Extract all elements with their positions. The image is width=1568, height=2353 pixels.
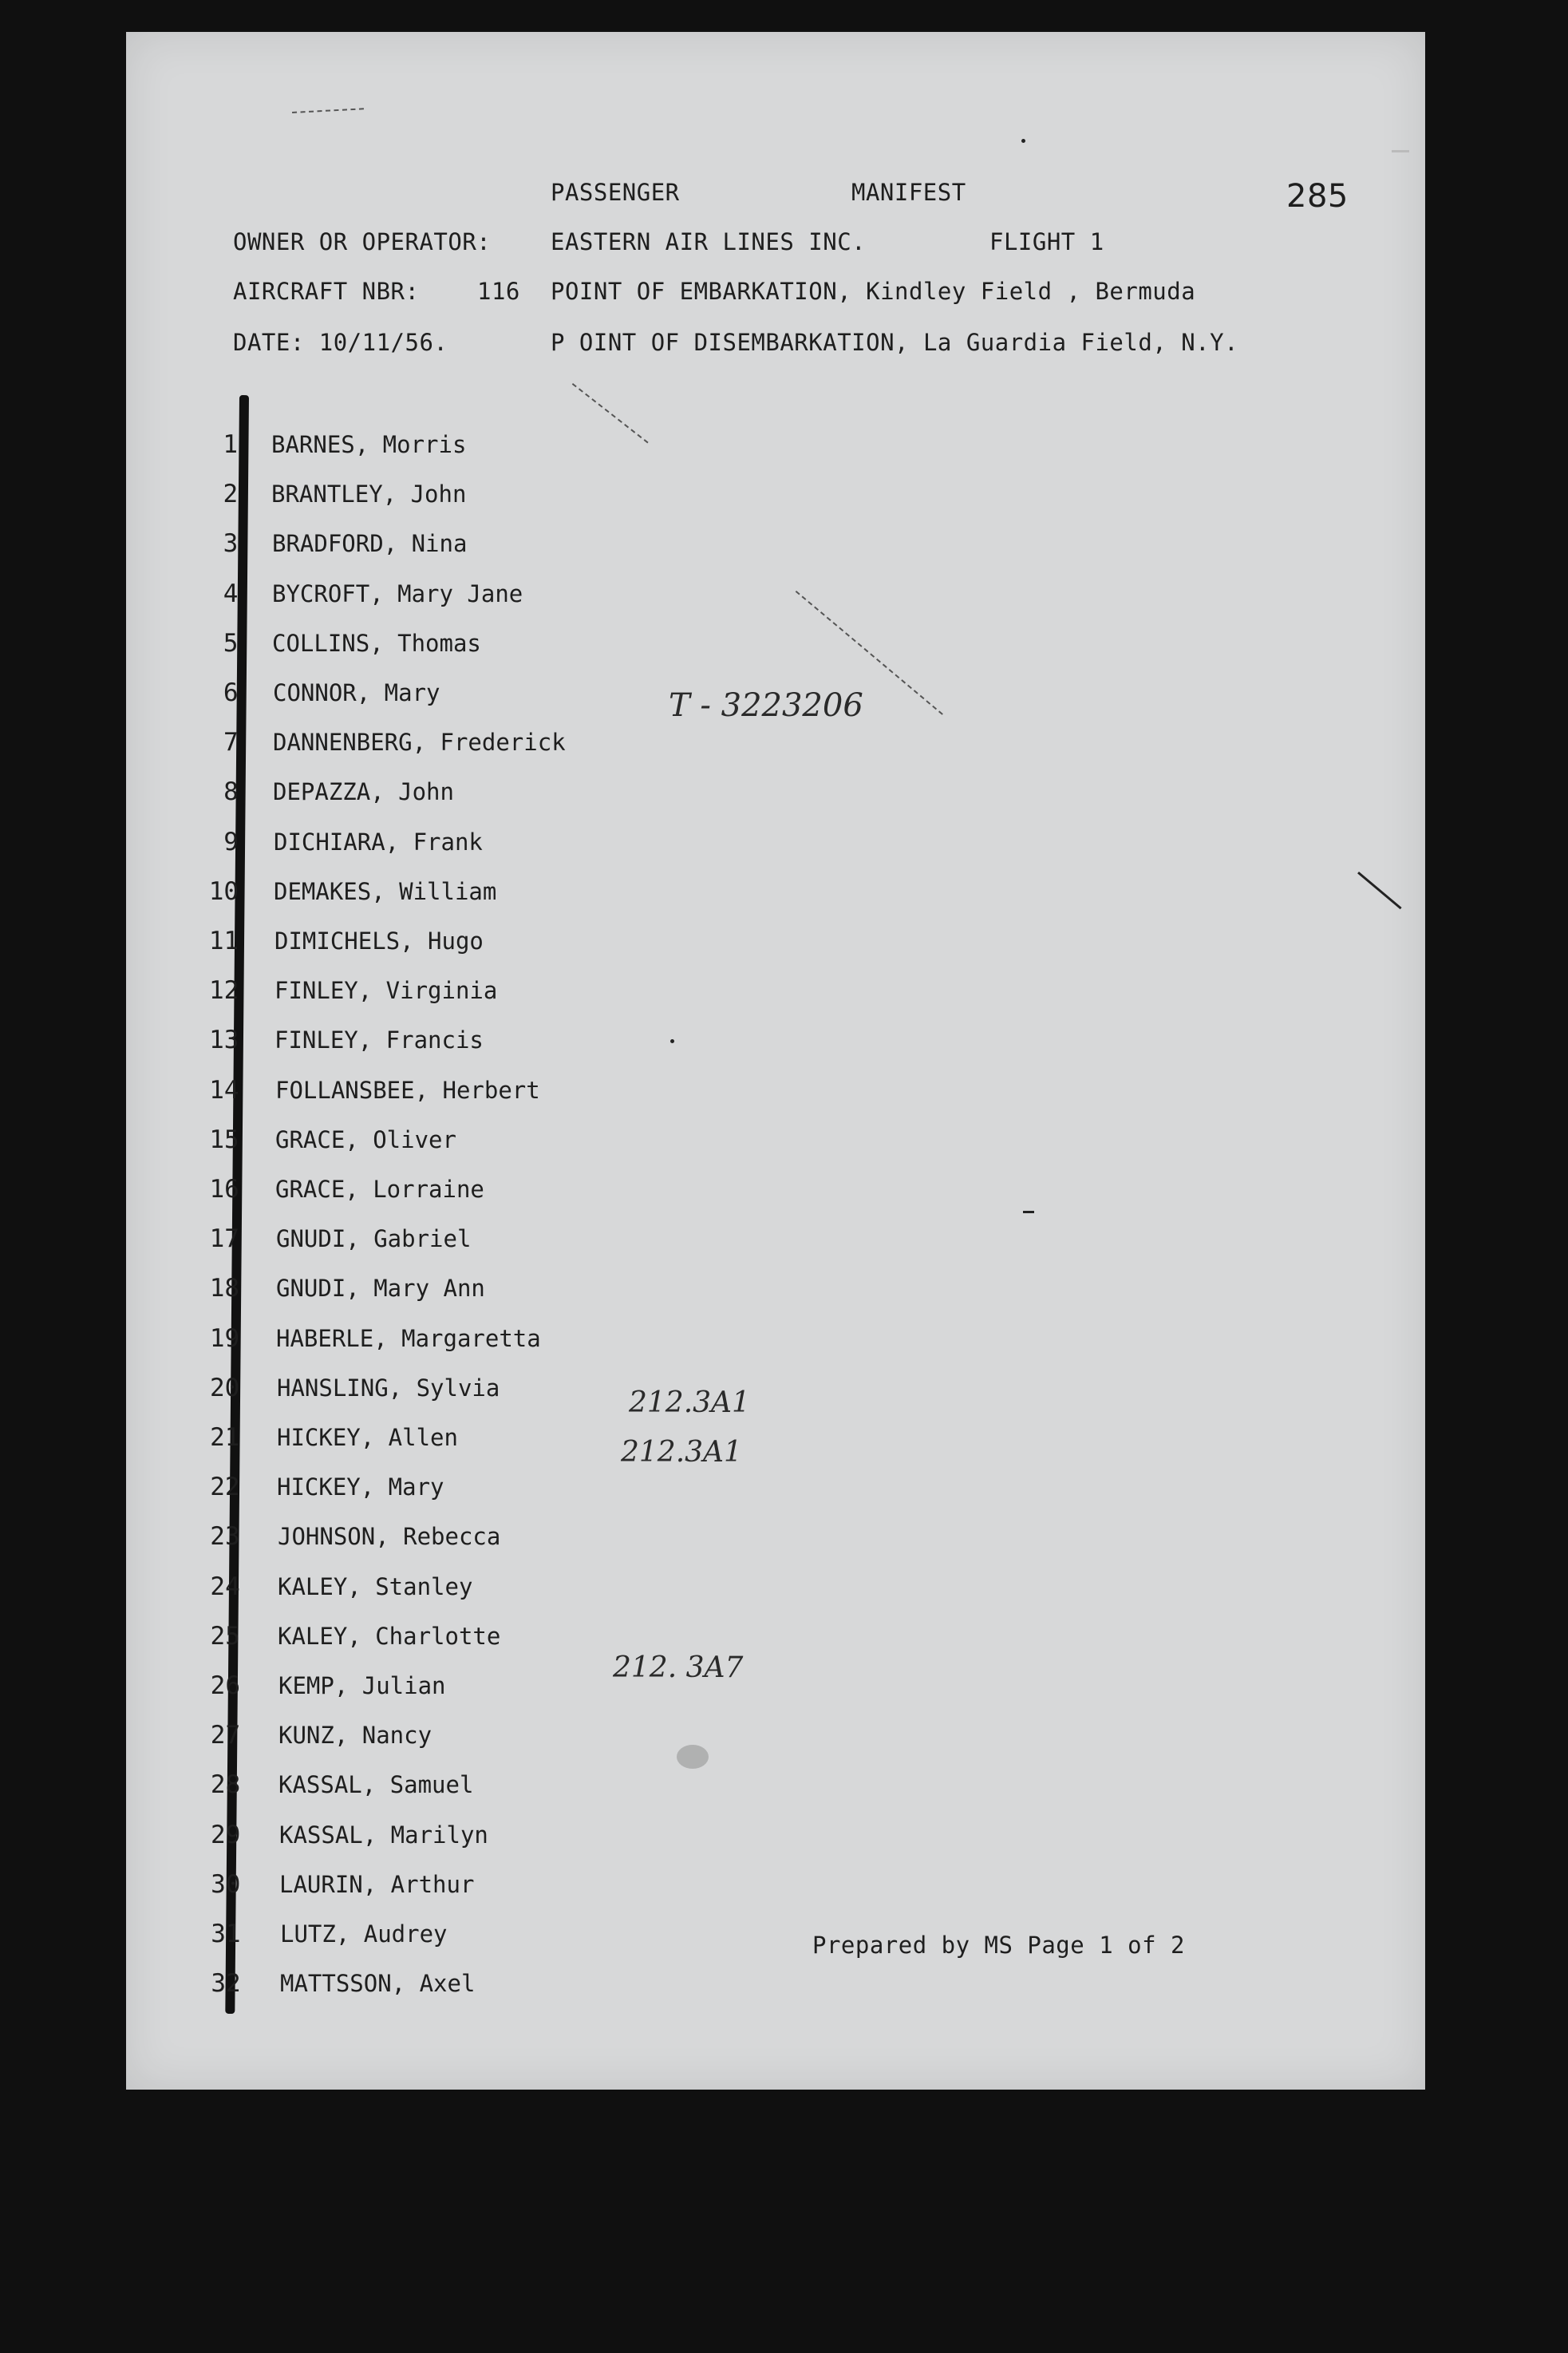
row-number: 28 <box>210 1770 241 1799</box>
passenger-name: JOHNSON, Rebecca <box>278 1523 501 1550</box>
row-number: 17 <box>209 1224 239 1253</box>
row-number: 2 <box>223 480 239 508</box>
row-number: 22 <box>210 1473 240 1501</box>
handwritten-note-hickey-mary: 212.3A1 <box>621 1436 742 1469</box>
row-number: 3 <box>223 529 239 558</box>
passenger-name: DEMAKES, William <box>274 878 497 905</box>
row-number: 12 <box>208 976 239 1005</box>
row-number: 16 <box>209 1175 239 1204</box>
row-number: 25 <box>210 1622 240 1651</box>
passenger-name: KASSAL, Marilyn <box>279 1821 488 1849</box>
passenger-name: HANSLING, Sylvia <box>277 1374 500 1402</box>
handwritten-note-kemp: 212. 3A7 <box>613 1651 744 1684</box>
passenger-name: GNUDI, Mary Ann <box>276 1275 485 1302</box>
passenger-name: COLLINS, Thomas <box>272 630 481 657</box>
passenger-name: KEMP, Julian <box>278 1672 446 1699</box>
passenger-name: HABERLE, Margaretta <box>276 1325 541 1352</box>
row-number: 32 <box>211 1969 241 1998</box>
point-of-embarkation: POINT OF EMBARKATION, Kindley Field , Bermuda <box>551 278 1196 305</box>
owner-value: EASTERN AIR LINES INC. <box>551 228 867 255</box>
passenger-name: GRACE, Oliver <box>275 1126 456 1153</box>
row-number: 30 <box>211 1870 241 1899</box>
row-number: 14 <box>209 1076 239 1105</box>
passenger-name: DIMICHELS, Hugo <box>274 927 484 955</box>
passenger-name: KUNZ, Nancy <box>278 1722 432 1749</box>
prepared-by-footer: Prepared by MS Page 1 of 2 <box>812 1932 1185 1959</box>
row-number: 31 <box>211 1920 241 1948</box>
scan-edge-mark <box>1392 150 1409 152</box>
row-number: 24 <box>210 1572 240 1601</box>
row-number: 23 <box>210 1522 240 1551</box>
title-passenger: PASSENGER <box>551 179 680 206</box>
speck <box>670 1039 674 1043</box>
passenger-name: GNUDI, Gabriel <box>276 1225 472 1252</box>
passenger-name: HICKEY, Mary <box>277 1473 444 1501</box>
owner-label: OWNER OR OPERATOR: <box>233 228 492 255</box>
row-number: 19 <box>209 1324 240 1353</box>
row-number: 7 <box>223 728 239 757</box>
page-number: 285 <box>1286 178 1349 215</box>
row-number: 9 <box>223 828 239 856</box>
row-number: 10 <box>208 877 239 906</box>
passenger-name: CONNOR, Mary <box>273 679 440 706</box>
row-number: 8 <box>223 777 239 806</box>
passenger-name: LUTZ, Audrey <box>280 1920 448 1948</box>
row-number: 18 <box>209 1274 240 1303</box>
row-number: 11 <box>208 927 239 955</box>
row-number: 21 <box>210 1423 240 1452</box>
passenger-name: KALEY, Stanley <box>278 1573 473 1600</box>
passenger-name: BYCROFT, Mary Jane <box>272 580 523 607</box>
row-number: 1 <box>223 430 238 459</box>
passenger-name: BARNES, Morris <box>271 431 467 458</box>
passenger-name: FINLEY, Francis <box>274 1026 484 1054</box>
point-of-disembarkation: P OINT OF DISEMBARKATION, La Guardia Field, N.Y. <box>551 329 1239 356</box>
smudge <box>677 1745 709 1769</box>
passenger-name: DEPAZZA, John <box>273 778 454 805</box>
flight-number: FLIGHT 1 <box>989 228 1104 255</box>
passenger-name: KALEY, Charlotte <box>278 1623 501 1650</box>
row-number: 6 <box>223 678 239 707</box>
row-number: 20 <box>209 1374 240 1402</box>
manifest-date: DATE: 10/11/56. <box>233 329 448 356</box>
passenger-name: GRACE, Lorraine <box>275 1176 484 1203</box>
handwritten-note-hickey-allen: 212.3A1 <box>629 1386 750 1419</box>
pencil-mark-right <box>1357 872 1402 909</box>
row-number: 15 <box>209 1125 239 1154</box>
passenger-name: BRANTLEY, John <box>271 480 467 508</box>
passenger-name: BRADFORD, Nina <box>272 530 468 557</box>
row-number: 4 <box>223 579 239 608</box>
passenger-name: FINLEY, Virginia <box>274 977 498 1004</box>
aircraft-number: 116 <box>477 278 520 305</box>
passenger-name: KASSAL, Samuel <box>278 1771 474 1798</box>
speck <box>1021 139 1025 143</box>
passenger-name: DICHIARA, Frank <box>274 828 483 856</box>
passenger-name: MATTSSON, Axel <box>280 1970 476 1997</box>
passenger-name: LAURIN, Arthur <box>279 1871 475 1898</box>
row-number: 13 <box>209 1026 239 1054</box>
aircraft-label: AIRCRAFT NBR: <box>233 278 420 305</box>
passenger-name: DANNENBERG, Frederick <box>273 729 566 756</box>
row-number: 26 <box>210 1671 240 1700</box>
pencil-mark-top <box>292 108 364 113</box>
speck <box>1023 1211 1034 1213</box>
handwritten-note-dannenberg: T - 3223206 <box>669 687 863 724</box>
passenger-name: HICKEY, Allen <box>277 1424 458 1451</box>
row-number: 29 <box>211 1821 241 1849</box>
pencil-mark-diagonal-1 <box>572 383 649 443</box>
title-manifest: MANIFEST <box>851 179 966 206</box>
row-number: 5 <box>223 629 239 658</box>
passenger-name: FOLLANSBEE, Herbert <box>275 1077 540 1104</box>
manifest-page <box>126 32 1425 2090</box>
row-number: 27 <box>210 1721 241 1750</box>
